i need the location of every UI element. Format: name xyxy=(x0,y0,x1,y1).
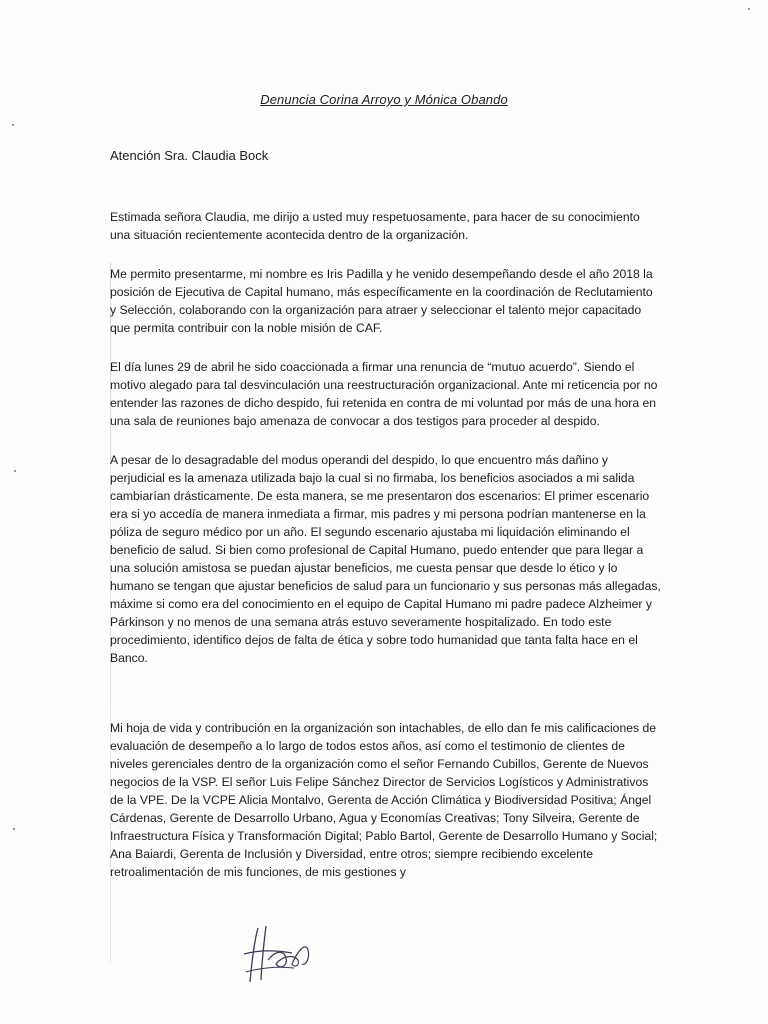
scan-speck xyxy=(12,124,14,126)
paragraph-greeting: Estimada señora Claudia, me dirijo a usted muy respetuosamente, para hacer de su conocimiento una situación recientemente acontecida dentro de la organización. xyxy=(110,210,640,242)
scan-speck xyxy=(13,828,15,830)
letter-recipient: Atención Sra. Claudia Bock xyxy=(110,148,269,163)
paragraph-introduction: Me permito presentarme, mi nombre es Iris Padilla y he venido desempeñando desde el año 2018 la posición de Ejecutiva de Capital humano, más específicamente en la coordinación de Reclutamiento y Selección, colaborando con la organización para atraer y seleccionar el talento mejor capacitado que permita contribuir con la noble misión de CAF. xyxy=(110,267,653,335)
letter-title: Denuncia Corina Arroyo y Mónica Obando xyxy=(260,92,508,107)
scan-speck xyxy=(748,8,750,10)
handwritten-signature xyxy=(236,920,326,990)
letter-body xyxy=(110,208,662,902)
paragraph-record: Mi hoja de vida y contribución en la organización son intachables, de ello dan fe mis calificaciones de evaluación de desempeño a lo largo de todos estos años, así como el testimonio de clientes de niveles gerenciales dentro de la organización como el señor Fernando Cubillos, Gerente de Nuevos negocios de la VSP. El señor Luis Felipe Sánchez Director de Servicios Logísticos y Administrativos de la VPE. De la VCPE Alicia Montalvo, Gerenta de Acción Climática y Biodiversidad Positiva; Ángel Cárdenas, Gerente de Desarrollo Urbano, Agua y Economías Creativas; Tony Silveira, Gerente de Infraestructura Física y Transformación Digital; Pablo Bartol, Gerente de Desarrollo Humano y Social; Ana Baiardi, Gerenta de Inclusión y Diversidad, entre otros; siempre recibiendo excelente retroalimentación de mis funciones, de mis gestiones y xyxy=(110,721,658,879)
scan-speck xyxy=(14,470,16,472)
paragraph-threat: A pesar de lo desagradable del modus operandi del despido, lo que encuentro más dañino y perjudicial es la amenaza utilizada bajo la cual si no firmaba, los beneficios asociados a mi salida cambiarían drásticamente. De esta manera, se me presentaron dos escenarios: El primer escenario era si yo accedía de manera inmediata a firmar, mis padres y mi persona podrían mantenerse en la póliza de seguro médico por un año. El segundo escenario ajustaba mi liquidación eliminando el beneficio de salud. Si bien como profesional de Capital Humano, puedo entender que para llegar a una solución amistosa se puedan ajustar beneficios, me cuesta pensar que desde lo ético y lo humano se tengan que ajustar beneficios de salud para un funcionario y sus personas más allegadas, máxime si como era del conocimiento en el equipo de Capital Humano mi padre padece Alzheimer y Párkinson y no menos de una semana atrás estuvo severamente hospitalizado. En todo este procedimiento, identifico dejos de falta de ética y sobre todo humanidad que tanta falta hace en el Banco. xyxy=(110,453,661,665)
paragraph-incident: El día lunes 29 de abril he sido coaccionada a firmar una renuncia de “mutuo acuerdo”. Siendo el motivo alegado para tal desvinculación una reestructuración organizacional. Ante mi reticencia por no entender las razones de dicho despido, fui retenida en contra de mi voluntad por más de una hora en una sala de reuniones bajo amenaza de convocar a dos testigos para proceder al despido. xyxy=(110,360,658,428)
